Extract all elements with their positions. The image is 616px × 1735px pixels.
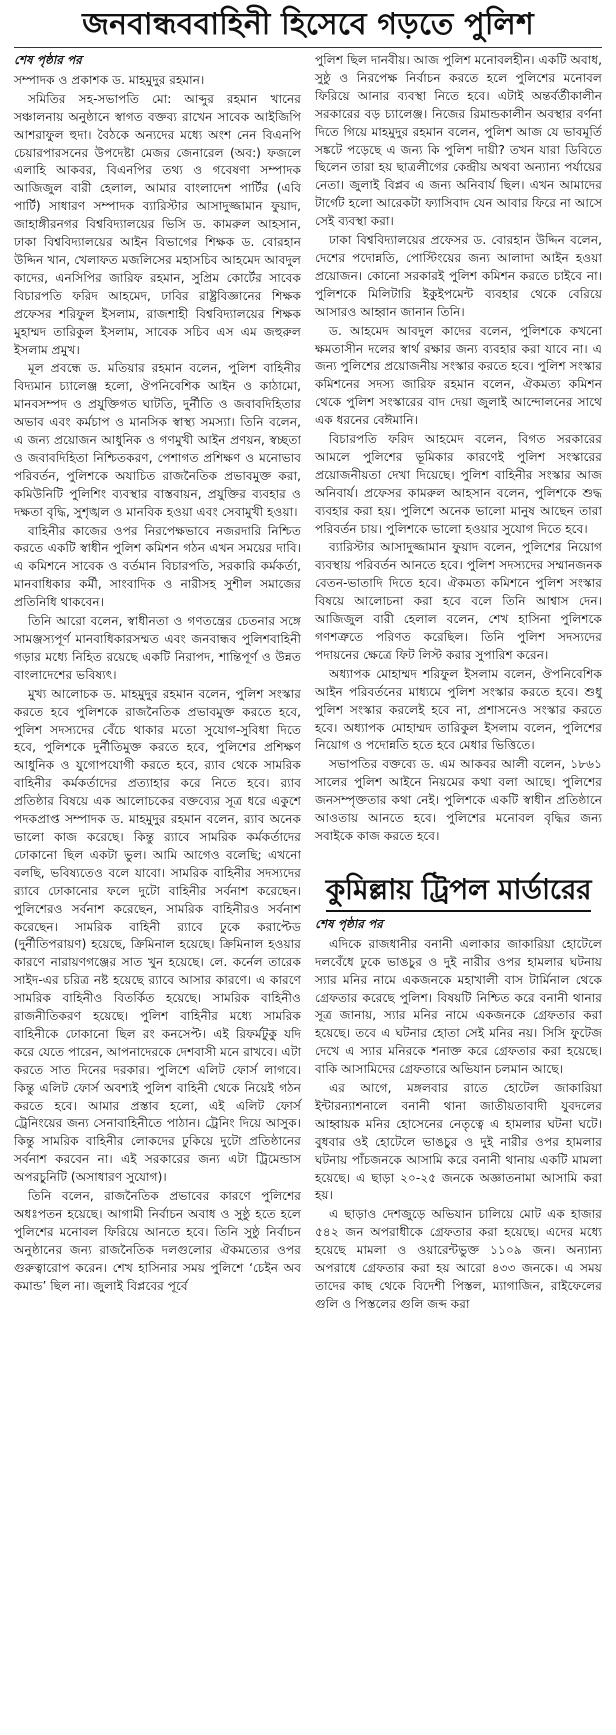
paragraph: এর আগে, মঙ্গলবার রাতে হোটেল জাকারিয়া ইন্টারন্যাশনালে বনানী থানা জাতীয়তাবাদী যুবদলের আহ্বায়ক মনির হোসেনের নেতৃত্বে এ হামলার ঘটনা ঘটে। বুধবার ওই হোটেলে ভাঙচুর ও দুই নারীর ওপর হামলার ঘটনায় পাঁচজনকে আসামি করে বনানী থানায় একটি মামলা হয়েছে। এ ছাড়া ২০-২৫ জনকে অজ্ঞাতনামা আসামি করা হয়। [315,1081,602,1203]
second-article-headline: কুমিল্লায় ট্রিপল মার্ডারের [325,872,592,906]
paragraph: ড. আহমেদ আবদুল কাদের বলেন, পুলিশকে কখনো ক্ষমতাসীন দলের স্বার্থ রক্ষার জন্য ব্যবহার করা যাবে না। এ জন্য পুলিশের প্রয়োজনীয় সংস্কার করতে হবে। পুলিশ সংস্কার কমিশনের সদস্য জারিফ রহমান বলেন, ঐকমত্য কমিশন থেকে পুলিশ সংস্কারের বাদ দেয়া জুলাই আন্দোলনের সাথে এক ধরনের বেঈমানি। [315,323,602,428]
paragraph: সভাপতির বক্তব্যে ড. এম আকবর আলী বলেন, ১৮৬১ সালের পুলিশ আইনে নিয়মের কথা বলা আছে। পুলিশের জনসম্পৃক্ততার কথা নেই। পুলিশকে একটি স্বাধীন প্রতিষ্ঠানে আওতায় আনতে হবে। পুলিশের মনোবল বৃদ্ধির জন্য সবাইকে কাজ করতে হবে। [315,757,602,843]
paragraph: ঢাকা বিশ্ববিদ্যালয়ের প্রফেসর ড. বোরহান উদ্দিন বলেন, দেশের পদোন্নতি, পোস্টিংয়ের জন্য আলাদা আইন হওয়া প্রয়োজন। কোনো সরকারই পুলিশ কমিশন করতে চাইবে না। পুলিশকে মিলিটারি ইকুইপমেন্ট ব্যবহার থেকে বেরিয়ে আসারও আহ্বান জানান তিনি। [315,233,602,319]
headline-divider [326,910,590,912]
paragraph: মূল প্রবন্ধে ড. মতিয়ার রহমান বলেন, পুলিশ বাহিনীর বিদ্যমান চ্যালেঞ্জ হলো, ঔপনিবেশিক আইন ও কাঠামো, মানবসম্পদ ও প্রযুক্তিগত ঘাটতি, দুর্নীতি ও জবাবদিহিতার অভাব এবং কর্মচাপ ও মানসিক স্বাস্থ্য সমস্যা। তিনি বলেন, এ জন্য প্রয়োজন আধুনিক ও গণমুখী আইন প্রণয়ন, স্বচ্ছতা ও জবাবদিহিতা নিশ্চিতকরণ, পেশাগত প্রশিক্ষণ ও মনোভাব পরিবর্তন, পুলিশকে অযাচিত রাজনৈতিক প্রভাবমুক্ত করা, কমিউনিটি পুলিশিং ব্যবস্থার বাস্তবায়ন, প্রযুক্তির ব্যবহার ও দক্ষতা বৃদ্ধি, সুশৃঙ্খল ও মানবিক হওয়া এবং সেবামুখী হওয়া। [14,361,301,519]
paragraph: পুলিশ ছিল দানবীয়। আজ পুলিশ মনোবলহীন। একটি অবাধ, সুষ্ঠু ও নিরপেক্ষ নির্বাচন করতে হলে পুলিশের মনোবল ফিরিয়ে আনার ব্যবস্থা নিতে হবে। এটাই অন্তর্বর্তীকালীন সরকারের বড় চ্যালেঞ্জ। নিজের রিমান্ডকালীন অবস্থার বর্ণনা দিতে গিয়ে মাহমুদুর রহমান বলেন, পুলিশ আজ যে ভাবমূর্তি সঙ্কটে পড়েছে এ জন্য কি পুলিশ দায়ী? তখন যারা ডিবিতে ছিলেন তারা হয় ছাত্রলীগের কেন্দ্রীয় অথবা অন্যান্য পর্যায়ের নেতা। জুলাই বিপ্লব এ জন্য অনিবার্য ছিল। এখন আমাদের টার্গেট হলো আরেকটা ফ্যাসিবাদ যেন আবার ফিরে না আসে সেই ব্যবস্থা করা। [315,53,602,229]
paragraph: তিনি বলেন, রাজনৈতিক প্রভাবের কারণে পুলিশের অধঃপতন হয়েছে। আগামী নির্বাচন অবাধ ও সুষ্ঠু হতে হলে পুলিশের মনোবল ফিরিয়ে আনতে হবে। তিনি সুষ্ঠু নির্বাচন অনুষ্ঠানের জন্য রাজনৈতিক দলগুলোর ঐকমত্যের ওপর গুরুত্বারোপ করেন। শেখ হাসিনার সময় পুলিশে ‘চেইন অব কমান্ড’ ছিল না। জুলাই বিপ্লবের পূর্বে [14,1189,301,1293]
paragraph: ব্যারিস্টার আসাদুজ্জামান ফুয়াদ বলেন, পুলিশের নিয়োগ ব্যবস্থায় পরিবর্তন আনতে হবে। পুলিশ সদস্যদের সম্মানজনক বেতন-ভাতাদি দিতে হবে। ঐকমত্য কমিশনে পুলিশ সংস্কার বিষয়ে আলোচনা করা হবে বলে তিনি আশ্বাস দেন। আজিজুল বারী হেলাল বলেন, শেখ হাসিনা পুলিশকে গণশত্রুতে পরিণত করেছিল। তিনি পুলিশ সদস্যদের পদায়নের ক্ষেত্রে ফিট লিস্ট করার সুপারিশ করেন। [315,540,602,662]
paragraph: সমিতির সহ-সভাপতি মো: আব্দুর রহমান খানের সঞ্চালনায় অনুষ্ঠানে স্বাগত বক্তব্য রাখেন সাবেক আইজিপি আশরাফুল হুদা। বৈঠকে অন্যদের মধ্যে অংশ নেন বিএনপি চেয়ারপারসনের উপদেষ্টা মেজর জেনারেল (অব:) ফজলে এলাহি আকবর, বিএনপির তথ্য ও গবেষণা সম্পাদক আজিজুল বারী হেলাল, আমার বাংলাদেশ পার্টির (এবি পার্টি) সাধারণ সম্পাদক ব্যারিস্টার আসাদুজ্জামান ফুয়াদ, জাহাঙ্গীরনগর বিশ্ববিদ্যালয়ের ভিসি ড. কামরুল আহসান, ঢাকা বিশ্ববিদ্যালয়ের আইন বিভাগের শিক্ষক ড. বোরহান উদ্দিন খান, খেলাফত মজলিসের মহাসচিব আহমেদ আবদুল কাদের, এনসিপির জারিফ রহমান, সুপ্রিম কোর্টের সাবেক বিচারপতি ফরিদ আহমেদ, ঢাবির রাষ্ট্রবিজ্ঞানের শিক্ষক প্রফেসর শরিফুল ইসলাম, রাজশাহী বিশ্ববিদ্যালয়ের শিক্ষক মুহাম্মদ তারিকুল ইসলাম, সাবেক সচিব এস এম জহুরুল ইসলাম প্রমুখ। [14,91,301,357]
article-columns [14,52,602,1315]
article-headline: জনবান্ধববাহিনী হিসেবে গড়তে পুলিশ [82,7,534,42]
paragraph: অধ্যাপক মোহাম্মদ শরিফুল ইসলাম বলেন, ঔপনিবেশিক আইন পরিবর্তনের মাধ্যমে পুলিশ সংস্কার করতে হবে। শুধু পুলিশ সংস্কার করলেই হবে না, প্রশাসনেও সংস্কার করতে হবে। অধ্যাপক মোহাম্মদ তারিকুল ইসলাম বলেন, পুলিশের নিয়োগ ও পদোন্নতি হতে হবে মেধার ভিত্তিতে। [315,666,602,753]
right-column [315,52,602,1315]
paragraph: তিনি আরো বলেন, স্বাধীনতা ও গণতন্ত্রের চেতনার সঙ্গে সামঞ্জস্যপূর্ণ মানবাধিকারসম্মত এবং জনবান্ধব পুলিশবাহিনী গড়ার মধ্যে নিহিত রয়েছে একটি নিরাপদ, শান্তিপূর্ণ ও উন্নত বাংলাদেশের ভবিষ্যৎ। [14,614,301,682]
paragraph: সম্পাদক ও প্রকাশক ড. মাহমুদুর রহমান। [14,72,205,87]
paragraph: এদিকে রাজধানীর বনানী এলাকার জাকারিয়া হোটেলে দলবেঁধে ঢুকে ভাঙচুর ও দুই নারীর ওপর হামলার ঘটনায় স্যার মনির নামে একজনকে মহাখালী বাস টার্মিনাল থেকে গ্রেফতার করেছে পুলিশ। বিষয়টি নিশ্চিত করে বনানী থানার সূত্র জানায়, স্যার মনির নামে একজনকে গ্রেফতার করা হয়েছে। তবে এ ঘটনার হোতা সেই মনির নয়। সিসি ফুটেজ দেখে এ স্যার মনিরকে শনাক্ত করে গ্রেফতার করা হয়েছে। বাকি আসামিদের গ্রেফতারে অভিযান চলমান আছে। [315,936,602,1077]
paragraph: বাহিনীর কাজের ওপর নিরপেক্ষভাবে নজরদারি নিশ্চিত করতে একটি স্বাধীন পুলিশ কমিশন গঠন এখন সময়ের দাবি। এ কমিশনে সাবেক ও বর্তমান বিচারপতি, সরকারি কর্মকর্তা, মানবাধিকার কর্মী, সাংবাদিক ও নারীসহ সুশীল সমাজের প্রতিনিধি থাকবেন। [14,523,301,610]
headline-rule [14,47,602,48]
left-column [14,52,301,1315]
paragraph: এ ছাড়াও দেশজুড়ে অভিযান চালিয়ে মোট এক হাজার ৫৪২ জন অপরাধীকে গ্রেফতার করা হয়েছে। এদের মধ্যে হয়েছে মামলা ও ওয়ারেন্টভুক্ত ১১০৯ জন। অন্যান্য অপরাধে গ্রেফতার করা হয় আরো ৪৩৩ জনকে। এ সময় তাদের কাছ থেকে বিদেশী পিস্তল, ম্যাগাজিন, রাইফেলের গুলি ও পিস্তলের গুলি জব্দ করা [315,1207,602,1311]
jump-line: শেষ পৃষ্ঠার পর [315,916,383,931]
paragraph: বিচারপতি ফরিদ আহমেদ বলেন, বিগত সরকারের আমলে পুলিশের ভূমিকার কারণেই পুলিশ সংস্কারের প্রয়োজনীয়তা দেখা দিয়েছে। পুলিশ বাহিনীর সংস্কার আজ অনিবার্য। প্রফেসর কামরুল আহসান বলেন, পুলিশকে শুদ্ধ ব্যবহার করা হয়। পুলিশে অনেক ভালো মানুষ আছেন তারা পরিবর্তন চায়। পুলিশকে ভালো হওয়ার সুযোগ দিতে হবে। [315,432,602,536]
paragraph: মুখ্য আলোচক ড. মাহমুদুর রহমান বলেন, পুলিশ সংস্কার করতে হবে পুলিশকে রাজনৈতিক প্রভাবমুক্ত করতে হবে, পুলিশ সদস্যদের বেঁচে থাকার মতো সুযোগ-সুবিধা দিতে হবে, পুলিশকে দুর্নীতিমুক্ত করতে হবে, পুলিশের প্রশিক্ষণ আধুনিক ও যুগোপযোগী করতে হবে, র‍্যাব থেকে সামরিক বাহিনীর কর্মকর্তাদের প্রত্যাহার করে নিতে হবে। র‍্যাব প্রতিষ্ঠার বিষয়ে এক আলোচকের বক্তব্যের সূত্র ধরে একুশে পদকপ্রাপ্ত সম্পাদক ড. মাহমুদুর রহমান বলেন, র‍্যাব অনেক ভালো কাজ করেছে। কিন্তু র‍্যাবে সামরিক কর্মকর্তাদের ঢোকানো ছিল একটা ভুল। আমি আগেও বলেছি; এখনো বলছি, ভবিষ্যতেও বলে যাবো। সামরিক বাহিনীর সদস্যদের র‍্যাবে ঢোকানোর ফলে দুটো বাহিনীর সর্বনাশ করেছেন। পুলিশেরও সর্বনাশ করেছেন, সামরিক বাহিনীরও সর্বনাশ করেছেন। সামরিক বাহিনী র‍্যাবে ঢুকে করাপ্টেড (দুর্নীতিপরায়ণ) হয়েছে, ক্রিমিনাল হয়েছে। ক্রিমিনাল হওয়ার কারণে নারায়ণগঞ্জের সাত খুন হয়েছে। লে. কর্নেল তারেক সাইদ-এর চরিত্র নষ্ট হয়েছে র‍্যাবে আসার কারণে। এ কারণে সামরিক বাহিনীও বিতর্কিত হয়েছে। সামরিক বাহিনীও রাজনীতিকরণ হয়েছে। পুলিশ বাহিনীর মধ্যে সামরিক বাহিনীকে ঢোকানো ছিল রং কনসেপ্ট। এই রিফর্মটুকু যদি করে যেতে পারেন, আপনাদেরকে দেশবাসী মনে রাখবে। এটা করতে সাত দিনের দরকার। পুলিশে এলিট ফোর্স লাগবে। কিন্তু এলিট ফোর্স অবশ্যই পুলিশ বাহিনী থেকে নিয়েই গঠন করতে হবে। আমার প্রস্তাব হলো, এই এলিট ফোর্স ট্রেনিংয়ের জন্য সেনাবাহিনীতে পাঠান। ট্রেনিং দিয়ে আসুক। কিন্তু সামরিক বাহিনীর লোকদের ঢুকিয়ে দুটো প্রতিষ্ঠানের সর্বনাশ করবেন না। এই সরকারের জন্য এটা ট্রিমেন্ডাস অপরচুনিটি (অসাধারণ সুযোগ)। [14,686,301,1185]
jump-line: শেষ পৃষ্ঠার পর [14,53,82,67]
